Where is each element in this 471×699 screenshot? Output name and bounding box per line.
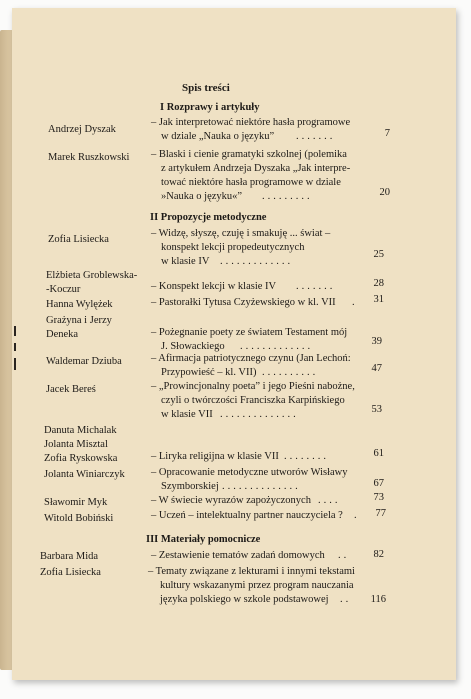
leader-dots: .......	[296, 281, 336, 292]
entry-page-number: 116	[370, 594, 386, 605]
leader-dots: .	[352, 297, 358, 308]
leader-dots: .........	[262, 191, 313, 202]
entry-page-number: 53	[371, 404, 382, 415]
entry-page-number: 67	[373, 478, 384, 489]
entry-title-line: tować niektóre hasła programowe w dziale	[161, 177, 341, 188]
entry-page-number: 73	[373, 492, 384, 503]
entry-author: Zofia Lisiecka	[48, 234, 109, 245]
leader-dots: .............	[240, 341, 314, 352]
entry-title-line: – Pożegnanie poety ze światem Testament mój	[151, 327, 348, 338]
leader-dots: ........	[284, 451, 329, 462]
entry-title-line: – Jak interpretować niektóre hasła programowe	[151, 117, 351, 128]
entry-title-line: – Zestawienie tematów zadań domowych	[151, 550, 325, 561]
entry-page-number: 47	[371, 363, 382, 374]
entry-author: Andrzej Dyszak	[48, 124, 116, 135]
entry-author: Deneka	[46, 329, 79, 340]
entry-title-line: czyli o twórczości Franciszka Karpińskiego	[161, 395, 345, 406]
entry-page-number: 28	[373, 278, 384, 289]
entry-author: Zofia Ryskowska	[44, 453, 118, 464]
leader-dots: .............	[220, 256, 294, 267]
leader-dots: ....	[318, 495, 341, 506]
spine-mark	[14, 343, 16, 351]
leader-dots: .	[354, 510, 360, 521]
section-heading: II Propozycje metodyczne	[150, 212, 267, 223]
toc-title: Spis treści	[182, 82, 230, 94]
entry-author: Danuta Michalak	[44, 425, 117, 436]
entry-title-line: – Konspekt lekcji w klasie IV	[151, 281, 277, 292]
entry-author: Sławomir Myk	[44, 497, 108, 508]
entry-title-line: – Uczeń – intelektualny partner nauczyciela ?	[151, 510, 343, 521]
entry-title-line: konspekt lekcji propedeutycznych	[161, 242, 305, 253]
entry-author: Marek Ruszkowski	[48, 152, 130, 163]
entry-author: Hanna Wylężek	[46, 299, 113, 310]
entry-title-line: w klasie IV	[161, 256, 210, 267]
entry-title-line: – Afirmacja patriotycznego czynu (Jan Lechoń:	[151, 353, 351, 364]
leader-dots: ..............	[220, 409, 299, 420]
entry-title-line: z artykułem Andrzeja Dyszaka „Jak interpre-	[161, 163, 351, 174]
spine-mark	[14, 326, 16, 336]
entry-page-number: 82	[373, 549, 384, 560]
entry-page-number: 25	[373, 249, 384, 260]
entry-title-line: Przypowieść – kl. VII)	[161, 367, 257, 378]
entry-author: Jolanta Winiarczyk	[44, 469, 125, 480]
leader-dots: ..	[340, 594, 352, 605]
entry-title-line: J. Słowackiego	[161, 341, 225, 352]
entry-author: Grażyna i Jerzy	[46, 315, 112, 326]
entry-title-line: »Nauka o języku«”	[161, 191, 243, 202]
entry-title-line: – „Prowincjonalny poeta” i jego Pieśni nabożne,	[151, 381, 355, 392]
entry-title-line: w dziale „Nauka o języku”	[161, 131, 275, 142]
entry-author: Elżbieta Groblewska-	[46, 270, 138, 281]
entry-page-number: 20	[379, 187, 390, 198]
entry-title-line: – Liryka religijna w klasie VII	[151, 451, 279, 462]
entry-page-number: 61	[373, 448, 384, 459]
entry-title-line: – W świecie wyrazów zapożyczonych	[151, 495, 311, 506]
entry-title-line: – Opracowanie metodyczne utworów Wisławy	[151, 467, 348, 478]
entry-title-line: języka polskiego w szkole podstawowej	[160, 594, 329, 605]
entry-author: Zofia Lisiecka	[40, 567, 101, 578]
entry-page-number: 77	[375, 508, 386, 519]
entry-author: Barbara Mida	[40, 551, 99, 562]
entry-title-line: – Pastorałki Tytusa Czyżewskiego w kl. VII	[151, 297, 336, 308]
spine-mark	[14, 358, 16, 370]
entry-title-line: – Widzę, słyszę, czuję i smakuję ... świat –	[151, 228, 331, 239]
entry-author: Waldemar Dziuba	[46, 356, 122, 367]
entry-author: -Koczur	[46, 284, 81, 295]
leader-dots: ..	[338, 550, 350, 561]
entry-page-number: 7	[384, 128, 390, 139]
entry-title-line: kultury wskazanymi przez program nauczania	[160, 580, 354, 591]
entry-title-line: Szymborskiej	[161, 481, 219, 492]
entry-author: Jolanta Misztal	[44, 439, 108, 450]
entry-title-line: – Tematy związane z lekturami i innymi tekstami	[148, 566, 355, 577]
entry-page-number: 31	[373, 294, 384, 305]
section-heading: I Rozprawy i artykuły	[160, 102, 260, 113]
entry-title-line: w klasie VII	[161, 409, 213, 420]
section-heading: III Materiały pomocnicze	[146, 534, 261, 545]
leader-dots: .......	[296, 131, 336, 142]
entry-page-number: 39	[371, 336, 382, 347]
leader-dots: ..........	[262, 367, 319, 378]
leader-dots: ..............	[222, 481, 301, 492]
entry-title-line: – Blaski i cienie gramatyki szkolnej (polemika	[151, 149, 347, 160]
entry-author: Jacek Bereś	[46, 384, 96, 395]
entry-author: Witold Bobiński	[44, 513, 114, 524]
